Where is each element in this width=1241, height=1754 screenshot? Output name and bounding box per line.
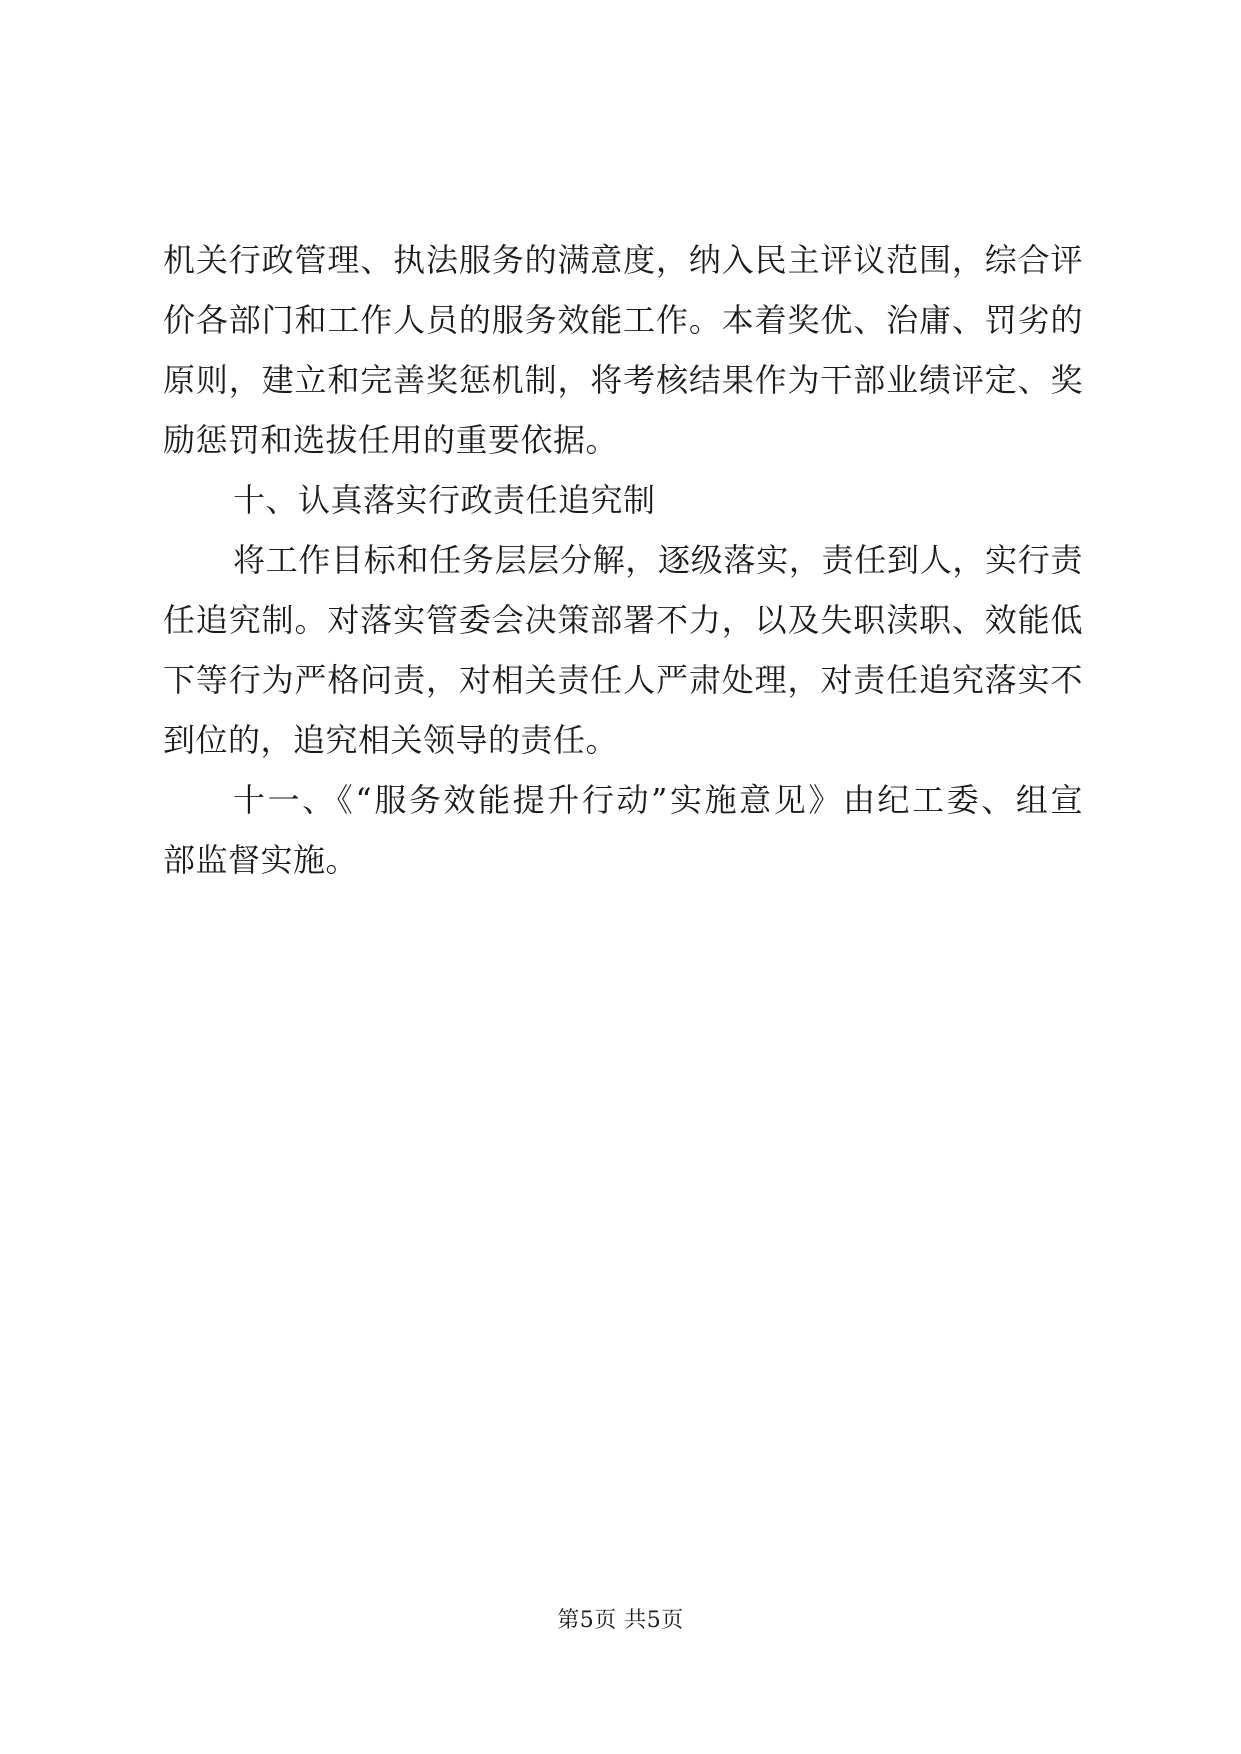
document-body <box>163 230 1083 890</box>
paragraph-line: 将工作目标和任务层层分解，逐级落实，责任到人，实行责 <box>233 541 1083 579</box>
paragraph-line: 部监督实施。 <box>163 841 359 879</box>
paragraph-evaluation <box>163 230 1083 470</box>
paragraph-line: 到位的，追究相关领导的责任。 <box>163 721 619 759</box>
paragraph-line: 励惩罚和选拔任用的重要依据。 <box>163 421 619 459</box>
paragraph-line: 价各部门和工作人员的服务效能工作。本着奖优、治庸、罚劣的 <box>163 301 1083 339</box>
page-number: 第5页 共5页 <box>557 1608 684 1633</box>
paragraph-line: 任追究制。对落实管委会决策部署不力，以及失职渎职、效能低 <box>163 601 1083 639</box>
paragraph-supervision <box>163 770 1083 890</box>
paragraph-line: 原则，建立和完善奖惩机制，将考核结果作为干部业绩评定、奖 <box>163 361 1083 399</box>
paragraph-line: 下等行为严格问责，对相关责任人严肃处理，对责任追究落实不 <box>163 661 1083 699</box>
paragraph-line: 十一、《“服务效能提升行动”实施意见》由纪工委、组宣 <box>233 781 1083 819</box>
page-footer <box>0 1606 1241 1636</box>
paragraph-line: 机关行政管理、执法服务的满意度，纳入民主评议范围，综合评 <box>163 241 1083 279</box>
section-heading-10: 十、认真落实行政责任追究制 <box>233 481 656 519</box>
paragraph-accountability <box>163 530 1083 770</box>
